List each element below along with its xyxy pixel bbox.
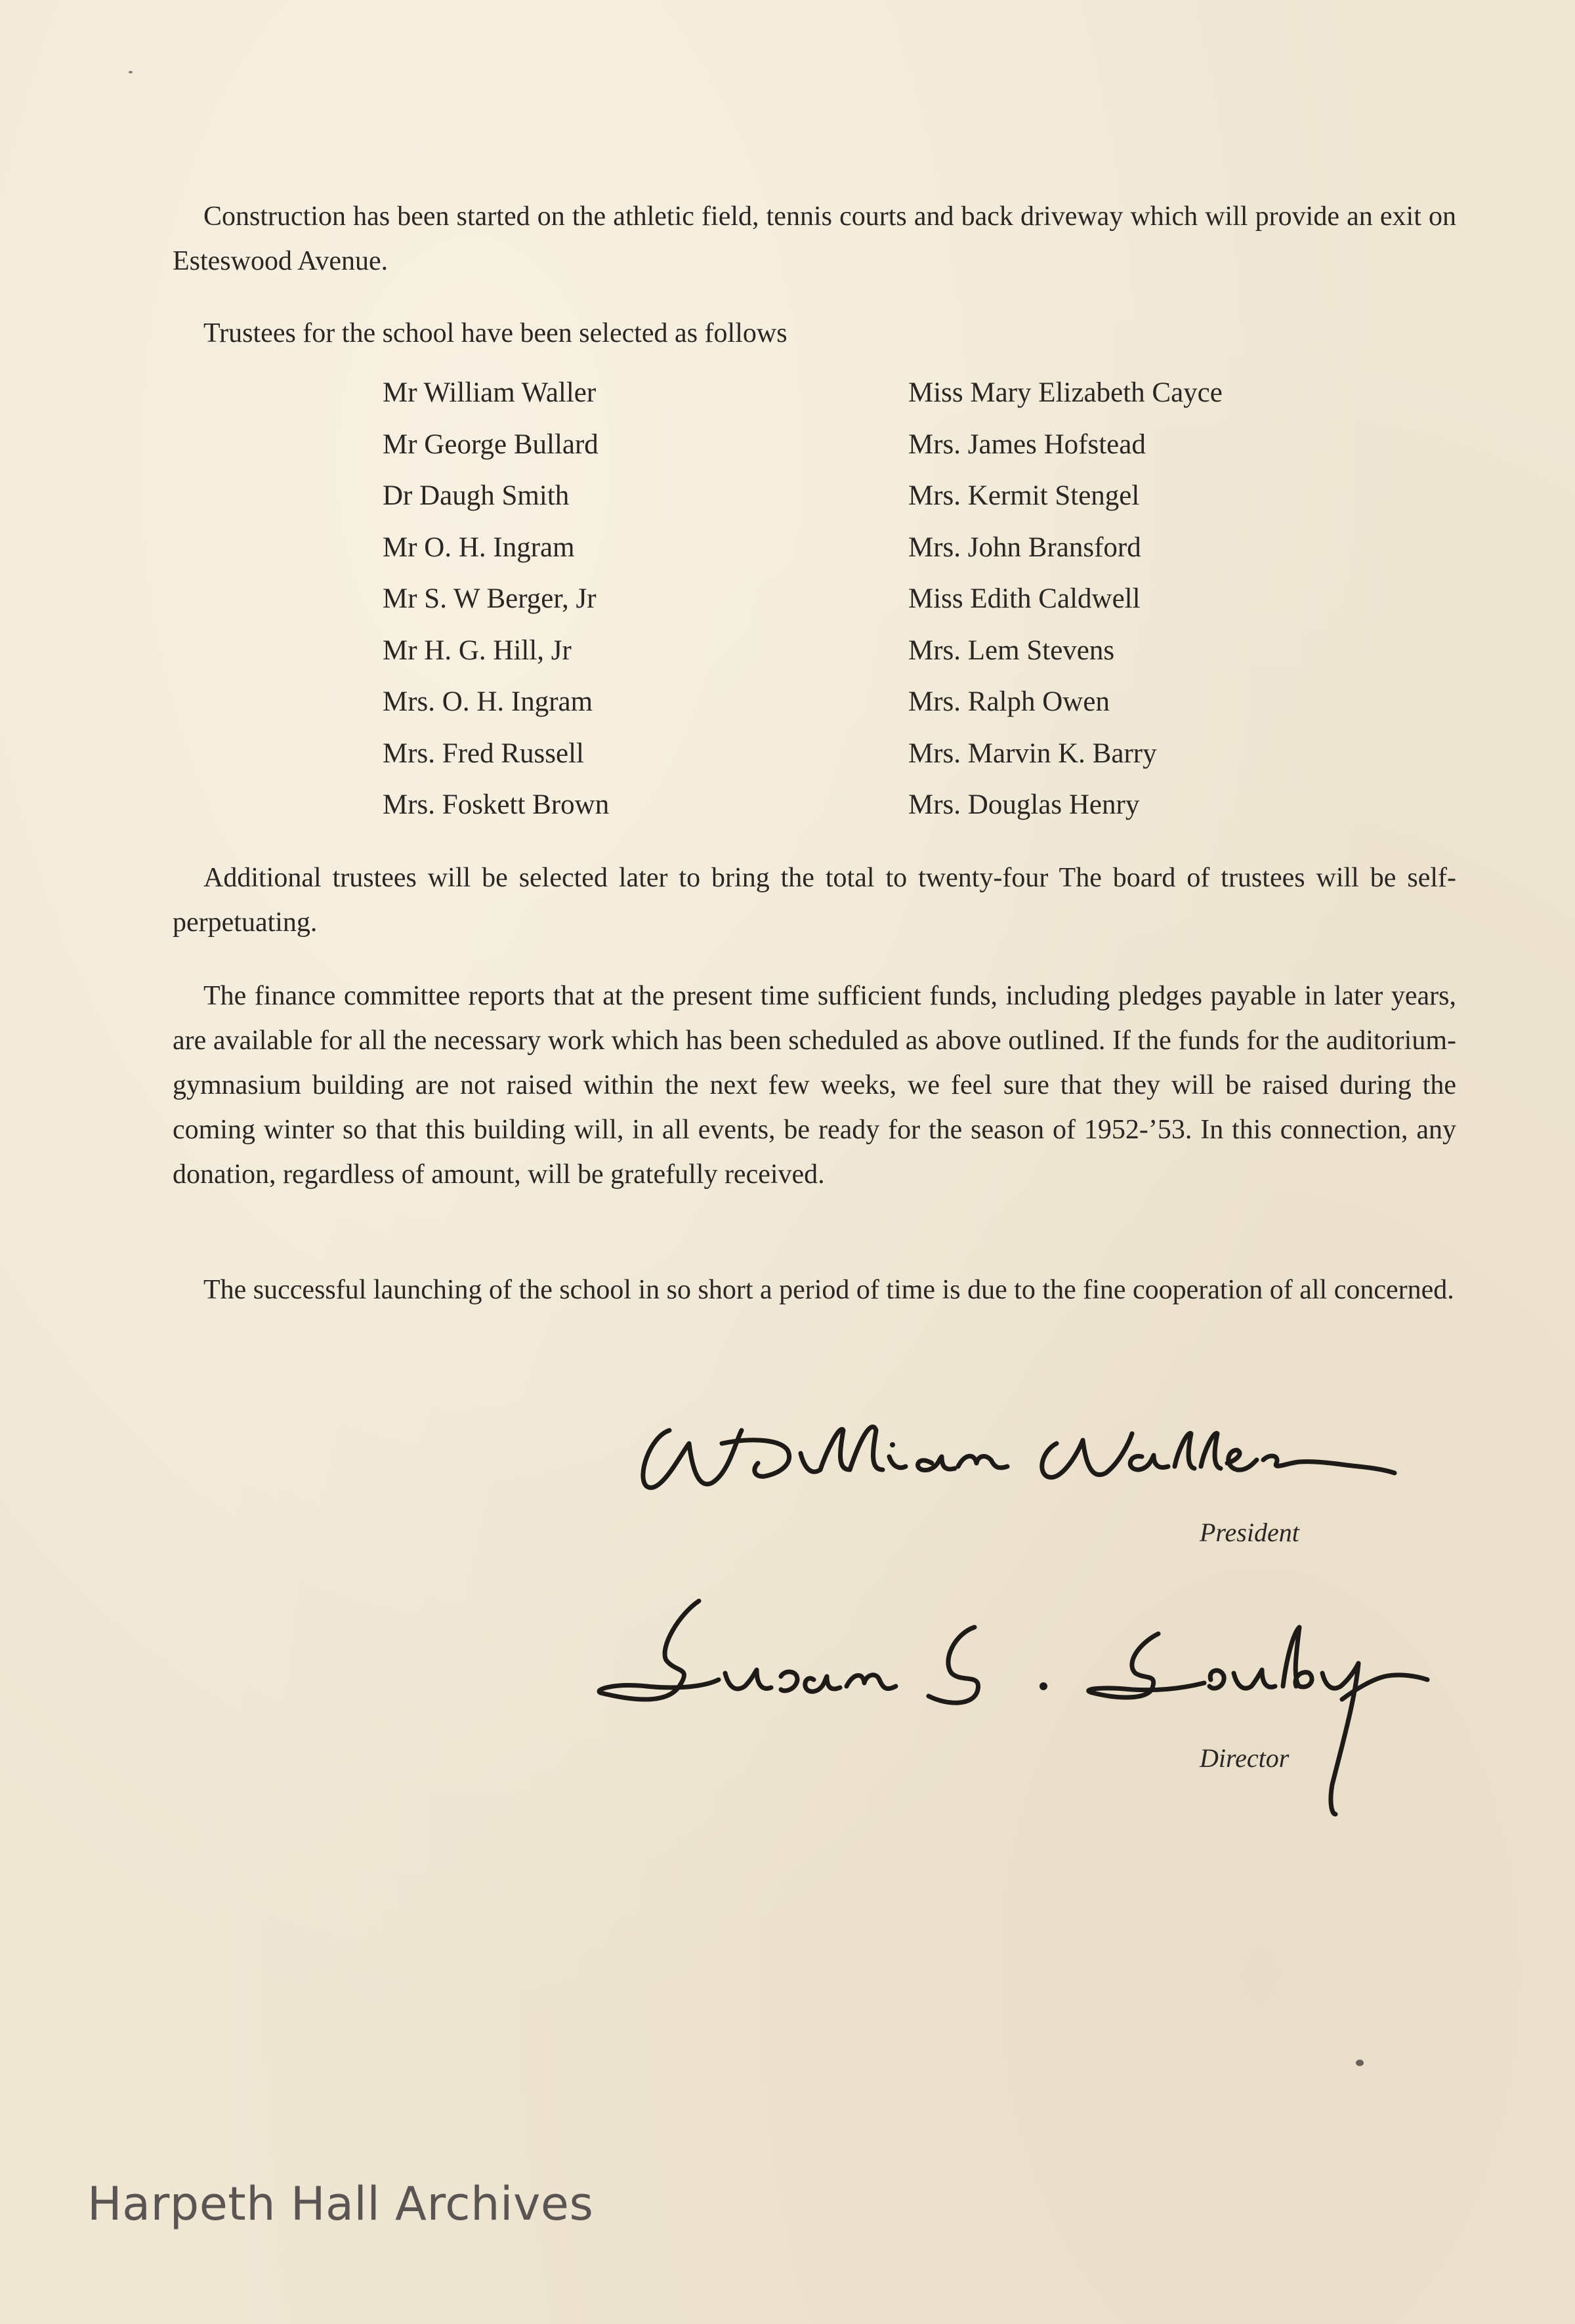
trustee-name: Mrs. Kermit Stengel (908, 480, 1140, 511)
trustee-name: Mrs. Ralph Owen (908, 686, 1110, 717)
paragraph-successful-launch: The successful launching of the school in so short a period of time is due to the fine cooperation of all concerned. (203, 1275, 1454, 1305)
paragraph-construction: Construction has been started on the athletic field, tennis courts and back driveway which will provide an exit on Esteswood Avenue. (173, 201, 1456, 276)
trustee-name: Mrs. James Hofstead (908, 428, 1146, 460)
paragraph-finance: The finance committee reports that at the present time sufficient funds, including pledges payable in later years, are available for all the necessary work which has been scheduled as above outlined. If the funds for the auditorium-gymnasium building are not raised within the next few weeks, we feel sure that they will be raised during the coming winter so that this building will, in all events, be ready for the season of 1952-’53. In this connection, any donation, regardless of amount, will be gratefully received. (173, 981, 1456, 1190)
trustee-name: Mr William Waller (383, 377, 597, 408)
paper-speck (1356, 2060, 1364, 2066)
trustee-name: Mrs. Foskett Brown (383, 789, 610, 820)
trustee-name: Mr S. W Berger, Jr (383, 583, 597, 614)
trustee-name: Miss Mary Elizabeth Cayce (908, 377, 1223, 408)
trustee-name: Dr Daugh Smith (383, 480, 570, 511)
trustee-name: Mrs. Douglas Henry (908, 789, 1140, 820)
trustee-name: Mrs. John Bransford (908, 531, 1141, 563)
paragraph-additional-trustees: Additional trustees will be selected later to bring the total to twenty-four The board of trustees will be self-perpetuating. (173, 863, 1456, 938)
trustee-name: Miss Edith Caldwell (908, 583, 1141, 614)
trustee-name: Mr H. G. Hill, Jr (383, 634, 572, 666)
trustee-name: Mrs. Fred Russell (383, 737, 584, 769)
trustee-name: Mr George Bullard (383, 428, 598, 460)
trustee-name: Mrs. Marvin K. Barry (908, 737, 1157, 769)
director-title: Director (1200, 1743, 1290, 1773)
president-signature (623, 1404, 1431, 1516)
trustee-name: Mrs. O. H. Ingram (383, 686, 593, 717)
paragraph-trustees-intro: Trustees for the school have been selected as follows (203, 318, 788, 348)
president-title: President (1200, 1518, 1299, 1547)
trustees-list-left (383, 367, 842, 831)
trustee-name: Mr O. H. Ingram (383, 531, 575, 563)
archive-watermark: Harpeth Hall Archives (87, 2177, 594, 2231)
trustees-list-right (908, 367, 1433, 831)
trustee-name: Mrs. Lem Stevens (908, 634, 1115, 666)
paper-speck (129, 71, 133, 73)
director-signature (587, 1588, 1454, 1824)
